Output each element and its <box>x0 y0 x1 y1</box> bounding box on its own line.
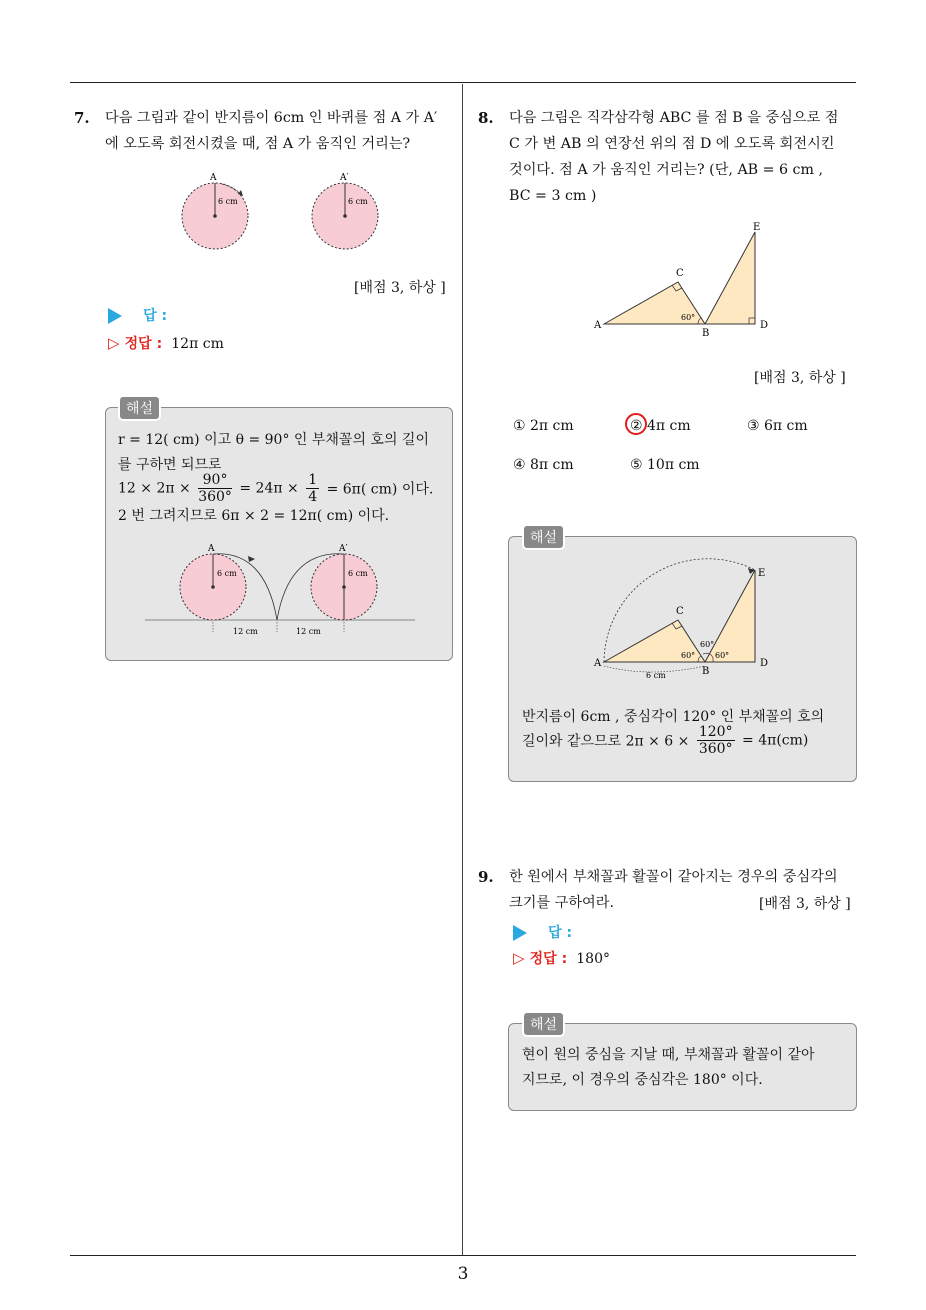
q7-exp-frac2 <box>306 472 319 505</box>
q8-expfig-d: D <box>760 658 769 669</box>
hollow-play-icon: ▷ <box>108 334 120 352</box>
q7-exp-line4: 2 번 그려지므로 6π × 2 = 12π( cm) 이다. <box>118 508 390 524</box>
q7-exp-line2: 를 구하면 되므로 <box>118 457 222 473</box>
q8-line1: 다음 그림은 직각삼각형 ABC 를 점 B 을 중심으로 점 <box>509 110 839 126</box>
q7-exp-frac2-den: 4 <box>308 489 318 505</box>
q7-exp-part-a: 12 × 2π × <box>118 480 191 497</box>
q7-expfig-a: A <box>208 544 215 554</box>
q7-answer-label: 답 : <box>143 308 168 324</box>
q7-fig-label-a: A <box>210 173 217 183</box>
selected-circle-mark <box>625 413 647 435</box>
q7-exp-part-b: = 24π × <box>239 480 299 497</box>
q7-exp-frac1-den: 360° <box>198 489 232 505</box>
q7-exp-part-c: = 6π( cm) 이다. <box>326 481 434 498</box>
q7-expfig-d1: 12 cm <box>233 627 258 636</box>
q8-exp-formula <box>522 724 808 757</box>
q8-option-3[interactable]: ③ 6π cm <box>747 418 808 434</box>
q8-text <box>509 105 859 209</box>
q8-expfig-angle2: 60° <box>700 640 715 649</box>
play-icon <box>513 925 527 941</box>
q7-line2: 에 오도록 회전시켰을 때, 점 A 가 움직인 거리는? <box>105 136 411 152</box>
q9-score: [배점 3, 하상 ] <box>759 896 851 912</box>
q8-option-5[interactable]: ⑤ 10π cm <box>630 457 700 473</box>
q9-exp-line1: 현이 원의 중심을 지날 때, 부채꼴과 활꼴이 같아 <box>522 1047 815 1063</box>
q8-option-4[interactable]: ④ 8π cm <box>513 457 574 473</box>
q7-explanation-text <box>118 428 448 478</box>
q7-score: [배점 3, 하상 ] <box>354 280 446 296</box>
q7-exp-frac1 <box>198 472 232 505</box>
q7-correct-row <box>108 333 224 353</box>
page-number: 3 <box>457 1264 469 1284</box>
q8-figure <box>590 220 780 340</box>
q8-expfig-len: 6 cm <box>646 671 666 680</box>
q8-expfig-angle3: 60° <box>715 651 730 660</box>
bottom-rule <box>70 1255 856 1256</box>
q7-expfig-r1: 6 cm <box>217 569 237 578</box>
q7-correct-value: 12π cm <box>171 336 224 352</box>
q8-exp-line1: 반지름이 6cm , 중심각이 120° 인 부채꼴의 호의 <box>522 709 825 725</box>
q8-number: 8. <box>478 109 494 127</box>
q8-explanation-tag: 해설 <box>522 524 565 550</box>
q7-expfig-r2: 6 cm <box>348 569 368 578</box>
q7-number: 7. <box>74 109 90 127</box>
q8-score: [배점 3, 하상 ] <box>754 370 846 386</box>
q7-fig-r2: 6 cm <box>348 197 368 206</box>
q7-expfig-a2: A′ <box>339 544 348 554</box>
q8-fig-e: E <box>753 222 761 233</box>
q7-figure <box>170 168 390 263</box>
q8-exp-part-b: = 4π(cm) <box>742 732 809 749</box>
top-rule <box>70 82 856 83</box>
q8-option-1[interactable]: ① 2π cm <box>513 418 574 434</box>
q7-exp-formula <box>118 472 433 505</box>
q8-fig-a: A <box>594 320 602 331</box>
q8-fig-angle: 60° <box>681 313 696 322</box>
q8-fig-d: D <box>760 320 769 331</box>
q8-expfig-c: C <box>676 606 684 617</box>
q7-answer-row <box>108 305 167 325</box>
q7-fig-label-a2: A′ <box>340 173 349 183</box>
q7-exp-frac1-num: 90° <box>198 472 232 489</box>
hollow-play-icon: ▷ <box>513 949 525 967</box>
q9-line1: 한 원에서 부채꼴과 활꼴이 같아지는 경우의 중심각의 <box>509 869 838 885</box>
q8-line2: C 가 변 AB 의 연장선 위의 점 D 에 오도록 회전시킨 <box>509 136 835 152</box>
q9-explanation-tag: 해설 <box>522 1011 565 1037</box>
q7-expfig-d2: 12 cm <box>296 627 321 636</box>
q8-option-2[interactable]: ② 4π cm <box>630 418 691 434</box>
q9-number: 9. <box>478 868 494 886</box>
q8-exp-part-a: 길이와 같으므로 2π × 6 × <box>522 733 690 750</box>
q8-expfig-a: A <box>594 658 602 669</box>
q8-line3: 것이다. 점 A 가 움직인 거리는? (단, AB = 6 cm , <box>509 162 823 178</box>
q9-correct-row <box>513 948 610 968</box>
q8-fig-b: B <box>702 328 710 339</box>
q7-exp-line1: r = 12( cm) 이고 θ = 90° 인 부채꼴의 호의 길이 <box>118 432 429 448</box>
q8-exp-frac-den: 360° <box>698 741 733 757</box>
column-divider <box>462 84 463 1256</box>
q8-line4: BC = 3 cm ) <box>509 188 597 204</box>
q9-correct-label: 정답 : <box>529 951 568 967</box>
q7-explanation-figure <box>140 540 420 640</box>
play-icon <box>108 308 122 324</box>
q8-expfig-e: E <box>758 568 766 579</box>
q8-exp-frac-num: 120° <box>698 724 733 740</box>
q9-answer-row <box>513 922 572 942</box>
q7-line1: 다음 그림과 같이 반지름이 6cm 인 바퀴를 점 A 가 A′ <box>105 110 438 126</box>
q9-line2: 크기를 구하여라. <box>509 895 614 911</box>
q9-explanation-text <box>522 1043 852 1093</box>
q9-answer-label: 답 : <box>548 925 573 941</box>
q8-exp-frac <box>697 724 735 757</box>
q8-expfig-b: B <box>702 666 710 677</box>
q9-exp-line2: 지므로, 이 경우의 중심각은 180° 이다. <box>522 1072 763 1088</box>
q8-expfig-angle1: 60° <box>681 651 696 660</box>
q7-fig-r1: 6 cm <box>218 197 238 206</box>
q7-correct-label: 정답 : <box>124 336 163 352</box>
q7-exp-frac2-num: 1 <box>308 472 318 488</box>
q8-explanation-figure <box>590 558 780 683</box>
q9-correct-value: 180° <box>576 951 610 967</box>
q7-text <box>105 105 460 157</box>
q8-fig-c: C <box>676 268 684 279</box>
q7-explanation-tag: 해설 <box>118 395 161 421</box>
